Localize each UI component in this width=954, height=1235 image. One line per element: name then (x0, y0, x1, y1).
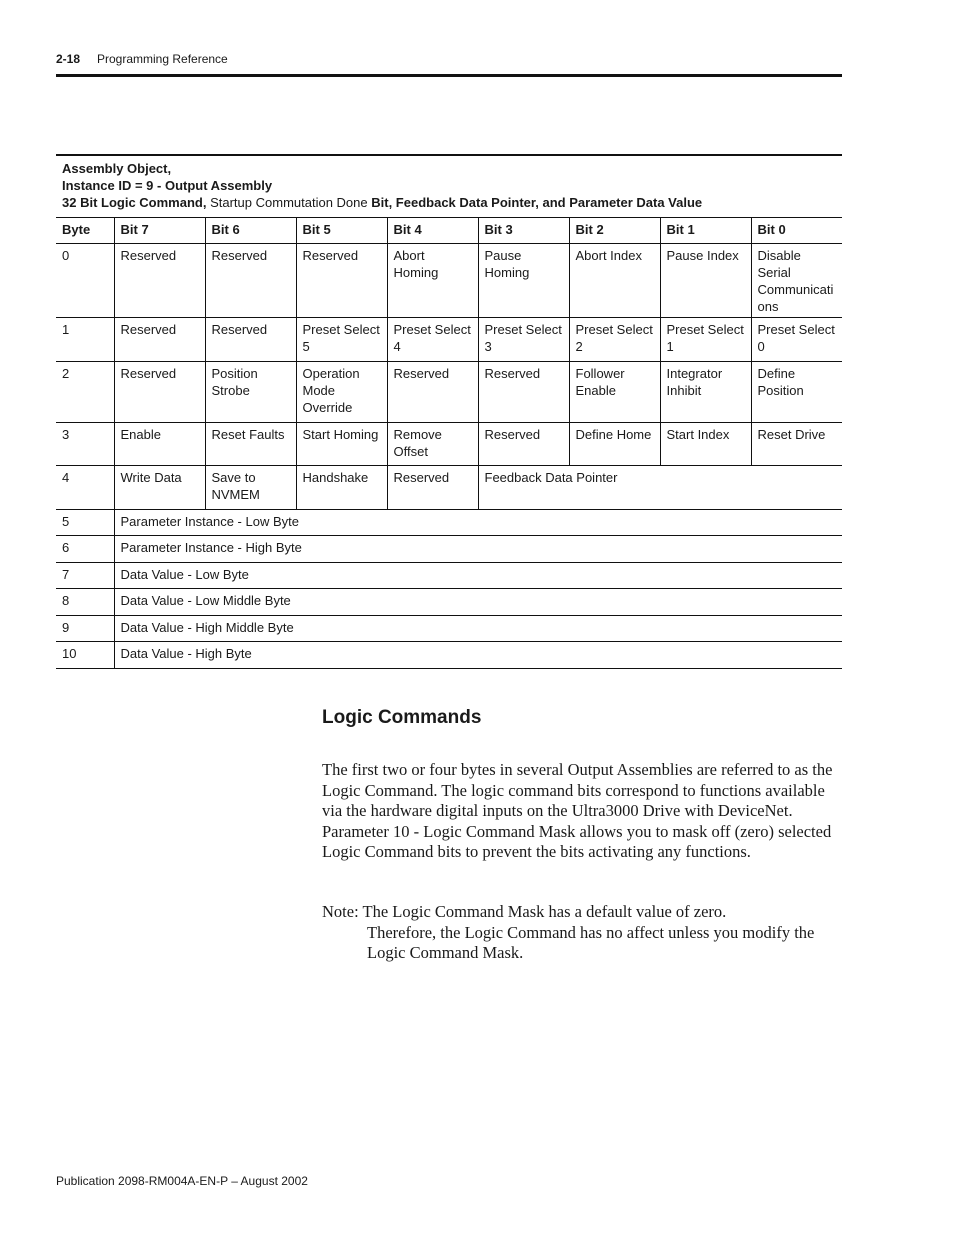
table-row (56, 589, 842, 616)
table-cell: Define Position (751, 362, 842, 423)
table-cell: Reserved (205, 318, 296, 362)
table-cell: Data Value - Low Middle Byte (114, 589, 842, 616)
table-cell: 7 (56, 563, 114, 589)
table-cell: Reserved (478, 362, 569, 423)
table-cell: Reset Drive (751, 423, 842, 466)
header-bit6: Bit 6 (205, 218, 296, 244)
table-cell: Preset Select 0 (751, 318, 842, 362)
table-cell: 0 (56, 244, 114, 318)
table-row (56, 423, 842, 466)
table-row (56, 510, 842, 536)
table-cell-feedback-pointer: Feedback Data Pointer (478, 466, 842, 510)
table-cell: Position Strobe (205, 362, 296, 423)
table-cell: 9 (56, 616, 114, 642)
table-cell: Start Homing (296, 423, 387, 466)
table-cell: Enable (114, 423, 205, 466)
table-cell: Reserved (114, 362, 205, 423)
header-bit4: Bit 4 (387, 218, 478, 244)
table-cell: 10 (56, 642, 114, 669)
table-cell: Reserved (478, 423, 569, 466)
table-cell: Preset Select 1 (660, 318, 751, 362)
section-title: Logic Commands (322, 707, 482, 728)
table-cell: Reset Faults (205, 423, 296, 466)
table-cell: Parameter Instance - High Byte (114, 536, 842, 563)
table-cell: Parameter Instance - Low Byte (114, 510, 842, 536)
table-row (56, 244, 842, 318)
table-cell: Save to NVMEM (205, 466, 296, 510)
table-cell: 4 (56, 466, 114, 510)
table-cell: Reserved (387, 466, 478, 510)
table-cell: Handshake (296, 466, 387, 510)
table-row (56, 362, 842, 423)
section-paragraph: The first two or four bytes in several Output Assemblies are referred to as the Logic Command. The logic command bits correspond to functions available via the hardware digital inputs on the Ultra3000 Drive with DeviceNet. Parameter 10 - Logic Command Mask allows you to mask off (zero) selected Logic Command bits to prevent the bits activating any functions. (322, 760, 833, 861)
page-number: 2-18 (56, 52, 81, 66)
caption-line-3-part-3: Bit, Feedback Data Pointer, and Parameter Data Value (371, 195, 703, 210)
table-cell: Preset Select 4 (387, 318, 478, 362)
caption-line-3-part-1: 32 Bit Logic Command, (62, 195, 207, 210)
table-row (56, 318, 842, 362)
header-rule (56, 74, 842, 77)
table-cell: Reserved (205, 244, 296, 318)
table-cell: Integrator Inhibit (660, 362, 751, 423)
table-cell: Preset Select 5 (296, 318, 387, 362)
table-row (56, 616, 842, 642)
note-block (322, 902, 842, 964)
table-caption (56, 154, 842, 217)
table-cell: Reserved (296, 244, 387, 318)
table-cell: Pause Homing (478, 244, 569, 318)
header-bit5: Bit 5 (296, 218, 387, 244)
header-byte: Byte (56, 218, 114, 244)
table-cell: Pause Index (660, 244, 751, 318)
table-row (56, 536, 842, 563)
table-cell: 5 (56, 510, 114, 536)
table-cell: 8 (56, 589, 114, 616)
table-cell: Abort Homing (387, 244, 478, 318)
table-row (56, 642, 842, 669)
header-bit2: Bit 2 (569, 218, 660, 244)
table-cell: Remove Offset (387, 423, 478, 466)
table-cell: Reserved (114, 318, 205, 362)
caption-line-2: Instance ID = 9 - Output Assembly (62, 178, 273, 193)
table-cell: Preset Select 3 (478, 318, 569, 362)
table-cell: Define Home (569, 423, 660, 466)
table-cell: Follower Enable (569, 362, 660, 423)
table-cell: Preset Select 2 (569, 318, 660, 362)
header-bit0: Bit 0 (751, 218, 842, 244)
table-cell: Disable Serial Communicati ons (751, 244, 842, 318)
table-row (56, 563, 842, 589)
header-bit3: Bit 3 (478, 218, 569, 244)
caption-line-3-part-2: Startup Commutation Done (210, 195, 368, 210)
table-cell: Operation Mode Override (296, 362, 387, 423)
caption-line-1: Assembly Object, (62, 161, 172, 176)
table-row (56, 466, 842, 510)
table-cell: 1 (56, 318, 114, 362)
table-cell: Start Index (660, 423, 751, 466)
note-rest: Therefore, the Logic Command has no affect unless you modify the Logic Command Mask. (367, 922, 815, 962)
running-header-title: Programming Reference (97, 52, 228, 66)
table-cell: Data Value - High Middle Byte (114, 616, 842, 642)
table-cell: Write Data (114, 466, 205, 510)
header-bit1: Bit 1 (660, 218, 751, 244)
table-cell: 2 (56, 362, 114, 423)
table-cell: Data Value - High Byte (114, 642, 842, 669)
output-assembly-table (56, 217, 842, 669)
note-label: Note: (322, 902, 359, 921)
table-cell: Data Value - Low Byte (114, 563, 842, 589)
table-header-row (56, 218, 842, 244)
assembly-table-block (56, 154, 842, 669)
table-cell: 3 (56, 423, 114, 466)
table-cell: Reserved (387, 362, 478, 423)
table-cell: Reserved (114, 244, 205, 318)
table-cell: Abort Index (569, 244, 660, 318)
note-first-line: The Logic Command Mask has a default value of zero. (362, 902, 727, 921)
table-cell: 6 (56, 536, 114, 563)
publication-footer: Publication 2098-RM004A-EN-P – August 2002 (56, 1174, 308, 1188)
header-bit7: Bit 7 (114, 218, 205, 244)
